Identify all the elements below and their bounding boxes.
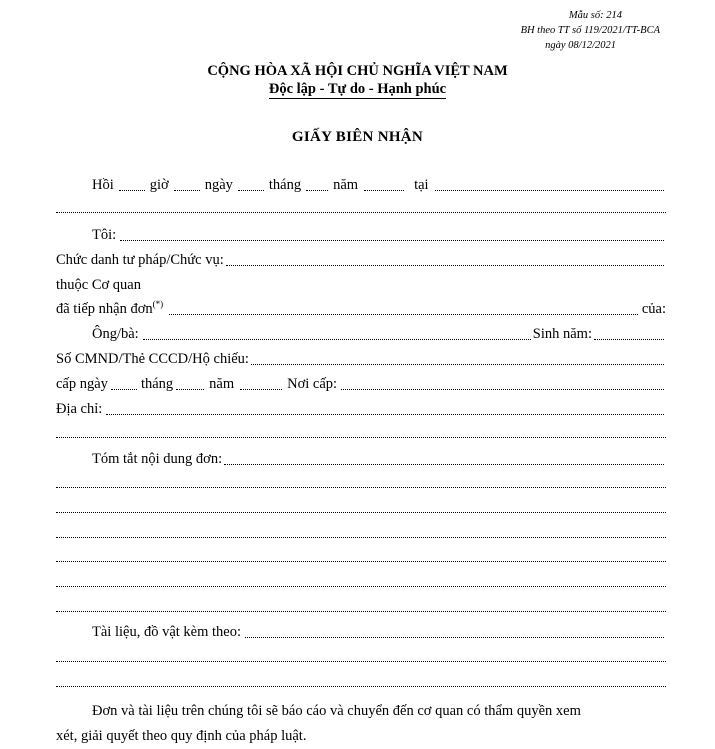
label-ong-ba: Ông/bà: bbox=[92, 326, 139, 342]
national-motto: Độc lập - Tự do - Hạnh phúc bbox=[268, 81, 447, 97]
national-title: CỘNG HÒA XÃ HỘI CHỦ NGHĨA VIỆT NAM bbox=[207, 63, 508, 79]
birth-year-field[interactable] bbox=[594, 339, 664, 340]
received-row bbox=[56, 298, 666, 318]
closing-line-1: Đơn và tài liệu trên chúng tôi sẽ báo cáo và chuyển đến cơ quan có thẩm quyền xem bbox=[92, 703, 581, 719]
document-title: GIẤY BIÊN NHẬN bbox=[291, 129, 424, 145]
label-noi-cap: Nơi cấp: bbox=[287, 376, 338, 392]
address-field[interactable] bbox=[106, 414, 664, 415]
label-tai: tại bbox=[414, 177, 429, 193]
form-date: ngày 08/12/2021 bbox=[545, 40, 616, 51]
label-chuc-danh: Chức danh tư pháp/Chức vụ: bbox=[56, 252, 224, 268]
label-gio: giờ bbox=[149, 177, 169, 193]
place-field[interactable] bbox=[435, 190, 664, 191]
minute-field[interactable] bbox=[174, 190, 200, 191]
summary-line[interactable] bbox=[56, 611, 666, 612]
year-field[interactable] bbox=[364, 190, 404, 191]
agency-row bbox=[56, 274, 666, 294]
attachments-field[interactable] bbox=[245, 637, 664, 638]
summary-line[interactable] bbox=[56, 537, 666, 538]
label-hoi: Hồi bbox=[92, 177, 114, 193]
label-tom-tat: Tóm tắt nội dung đơn: bbox=[92, 451, 223, 467]
time-place-row bbox=[92, 174, 666, 194]
form-number-block bbox=[440, 8, 660, 53]
person-name-field[interactable] bbox=[143, 339, 531, 340]
label-cua: của: bbox=[641, 301, 666, 317]
day-field[interactable] bbox=[238, 190, 264, 191]
label-issue-thang: tháng bbox=[140, 376, 174, 392]
officer-name-field[interactable] bbox=[120, 240, 664, 241]
person-row bbox=[92, 323, 666, 343]
label-tai-lieu: Tài liệu, đồ vật kèm theo: bbox=[92, 624, 241, 640]
label-so-cmnd: Số CMND/Thẻ CCCD/Hộ chiếu: bbox=[56, 351, 249, 367]
summary-line[interactable] bbox=[56, 586, 666, 587]
issue-month-field[interactable] bbox=[176, 389, 204, 390]
issue-year-field[interactable] bbox=[240, 389, 282, 390]
officer-row bbox=[92, 224, 666, 244]
petition-field[interactable] bbox=[169, 314, 638, 315]
label-issue-nam: năm bbox=[209, 376, 235, 392]
summary-line[interactable] bbox=[56, 512, 666, 513]
label-nam: năm bbox=[333, 177, 359, 193]
label-dia-chi: Địa chỉ: bbox=[56, 401, 103, 417]
position-field[interactable] bbox=[226, 265, 664, 266]
summary-line[interactable] bbox=[56, 487, 666, 488]
summary-field[interactable] bbox=[224, 464, 664, 465]
position-row bbox=[56, 249, 666, 269]
label-toi: Tôi: bbox=[92, 227, 117, 243]
label-ngay: ngày bbox=[204, 177, 233, 193]
address-row bbox=[56, 398, 666, 418]
attachments-line[interactable] bbox=[56, 686, 666, 687]
issue-row bbox=[56, 373, 666, 393]
label-cap-ngay: cấp ngày bbox=[56, 376, 108, 392]
form-legal-basis: BH theo TT số 119/2021/TT-BCA bbox=[520, 25, 660, 36]
id-number-field[interactable] bbox=[251, 364, 664, 365]
issue-place-field[interactable] bbox=[341, 389, 664, 390]
attachments-row bbox=[92, 621, 666, 641]
label-da-tiep-nhan: đã tiếp nhận đơn(*) bbox=[56, 299, 164, 317]
month-field[interactable] bbox=[306, 190, 328, 191]
summary-row bbox=[92, 448, 666, 468]
id-row bbox=[56, 348, 666, 368]
form-number: Mẫu số: 214 bbox=[568, 10, 622, 21]
summary-line[interactable] bbox=[56, 561, 666, 562]
closing-line-2: xét, giải quyết theo quy định của pháp luật. bbox=[56, 728, 307, 744]
label-sinh-nam: Sinh năm: bbox=[532, 326, 592, 342]
attachments-line[interactable] bbox=[56, 661, 666, 662]
place-field-continued[interactable] bbox=[56, 212, 666, 213]
label-thang: tháng bbox=[268, 177, 302, 193]
issue-day-field[interactable] bbox=[111, 389, 137, 390]
address-field-continued[interactable] bbox=[56, 437, 666, 438]
footnote-mark: (*) bbox=[152, 299, 164, 309]
label-thuoc-co-quan: thuộc Cơ quan bbox=[56, 277, 141, 293]
hour-field[interactable] bbox=[119, 190, 145, 191]
